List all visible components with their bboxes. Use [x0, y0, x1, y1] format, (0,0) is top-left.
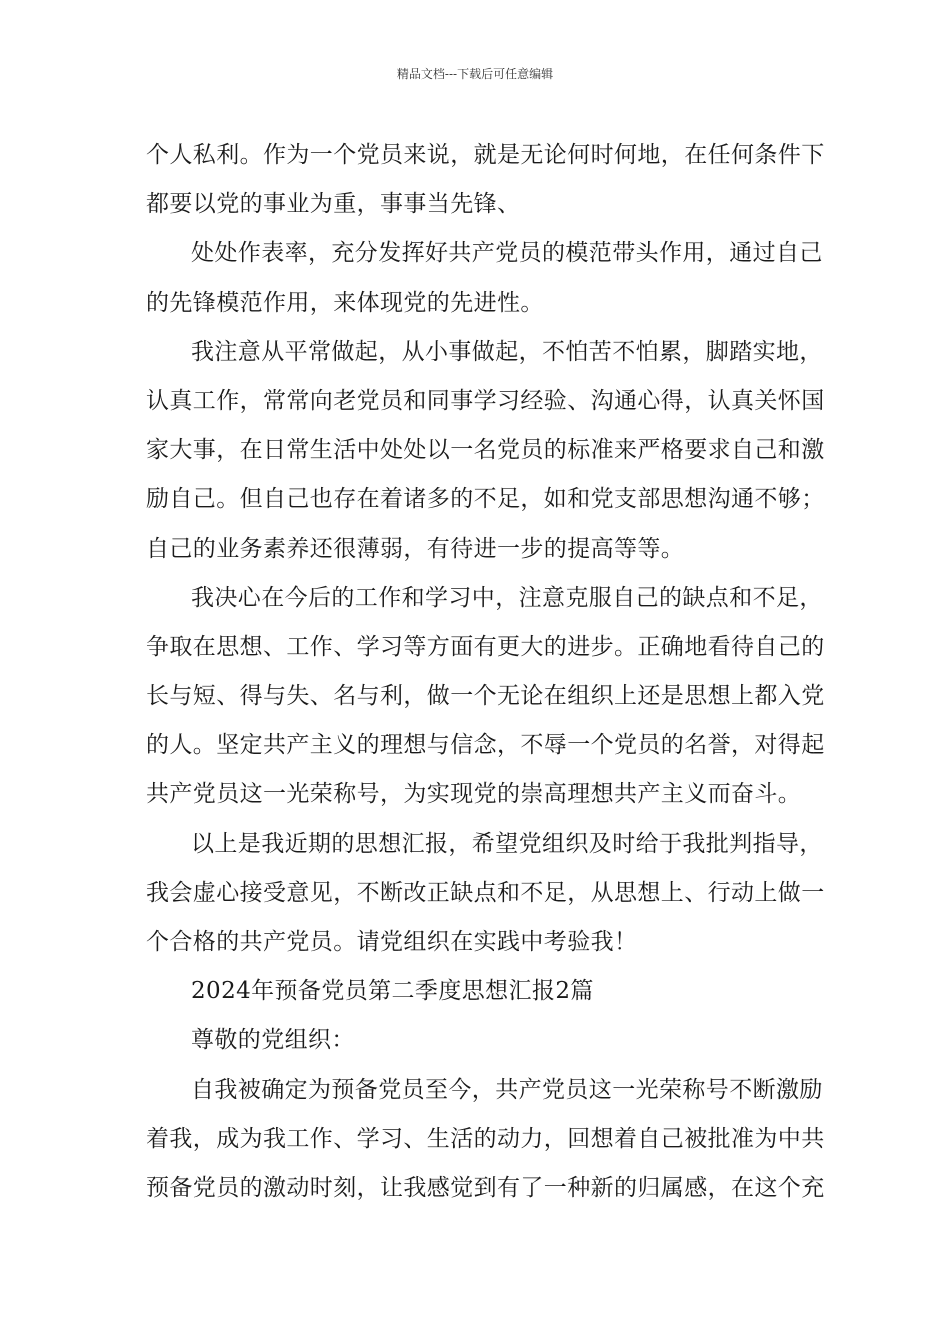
text-line: 预备党员的激动时刻，让我感觉到有了一种新的归属感，在这个充 — [146, 1174, 825, 1201]
text-line: 着我，成为我工作、学习、生活的动力，回想着自己被批准为中共 — [146, 1125, 825, 1152]
text-line: 个人私利。作为一个党员来说，就是无论何时何地，在任何条件下 — [146, 142, 825, 168]
text-line: 长与短、得与失、名与利，做一个无论在组织上还是思想上都入党 — [146, 683, 825, 710]
text-line: 我会虚心接受意见，不断改正缺点和不足，从思想上、行动上做一 — [146, 879, 825, 906]
document-body — [146, 131, 825, 1213]
text-line: 自己的业务素养还很薄弱，有待进一步的提高等等。 — [146, 535, 685, 562]
text-line: 的人。坚定共产主义的理想与信念，不辱一个党员的名誉，对得起 — [146, 732, 825, 759]
text-line: 共产党员这一光荣称号，为实现党的崇高理想共产主义而奋斗。 — [146, 781, 802, 808]
page-header: 精品文档---下载后可任意编辑 — [396, 67, 554, 81]
text-line: 都要以党的事业为重，事事当先锋、 — [146, 191, 521, 218]
text-line: 争取在思想、工作、学习等方面有更大的进步。正确地看待自己的 — [146, 633, 825, 660]
salutation: 尊敬的党组织： — [191, 1027, 355, 1054]
text-line: 认真工作，常常向老党员和同事学习经验、沟通心得，认真关怀国 — [146, 387, 825, 414]
text-line: 我决心在今后的工作和学习中，注意克服自己的缺点和不足， — [191, 584, 823, 611]
text-line: 我注意从平常做起，从小事做起，不怕苦不怕累，脚踏实地， — [191, 338, 823, 365]
text-line: 处处作表率，充分发挥好共产党员的模范带头作用，通过自己 — [191, 240, 823, 267]
text-line: 自我被确定为预备党员至今，共产党员这一光荣称号不断激励 — [191, 1076, 823, 1103]
text-line: 个合格的共产党员。请党组织在实践中考验我！ — [146, 929, 638, 955]
text-line: 以上是我近期的思想汇报，希望党组织及时给于我批判指导， — [191, 830, 823, 857]
text-line: 励自己。但自己也存在着诸多的不足，如和党支部思想沟通不够； — [146, 486, 825, 513]
text-line: 家大事，在日常生活中处处以一名党员的标准来严格要求自己和激 — [146, 437, 825, 464]
section-heading: 2024年预备党员第二季度思想汇报2篇 — [191, 978, 594, 1005]
text-line: 的先锋模范作用，来体现党的先进性。 — [146, 289, 544, 316]
